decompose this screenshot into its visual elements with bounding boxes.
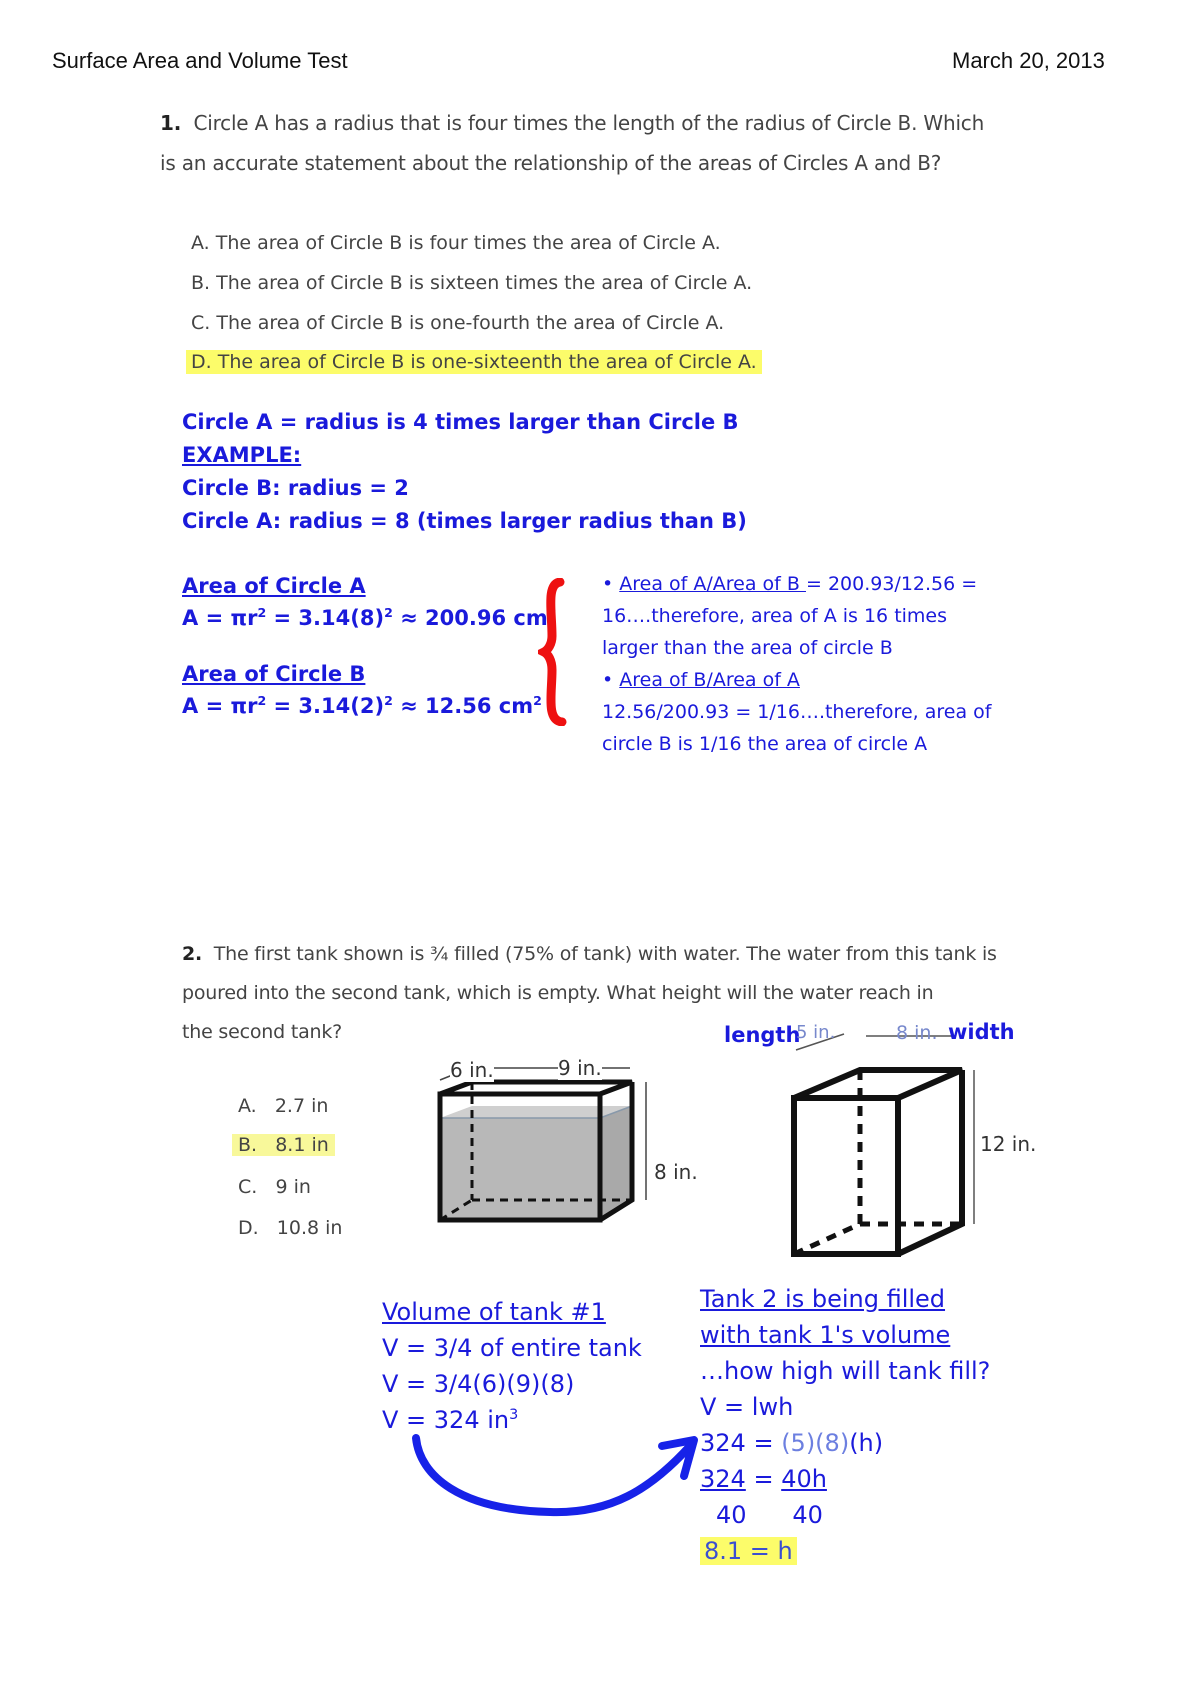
bullet-2-line1: • Area of B/Area of A bbox=[602, 669, 800, 691]
q1-text-line1: Circle A has a radius that is four times the length of the radius of Circle B. Which bbox=[193, 111, 985, 135]
bullet-1-line3: larger than the area of circle B bbox=[602, 637, 893, 659]
area-circle-a-formula: $A = \pi r^2 = 3.14(8)^2 \approx 200.96$ $cm^2$ bbox=[182, 605, 557, 630]
vol1-line3: V = 3/4(6)(9)(8) bbox=[382, 1370, 575, 1398]
q1-note-example: EXAMPLE: bbox=[182, 443, 302, 467]
document-date: March 20, 2013 bbox=[952, 48, 1105, 73]
bullet-dot-icon: • bbox=[602, 669, 614, 691]
tank-2-width-note: width bbox=[948, 1020, 1015, 1044]
q1-option-c: C. The area of Circle B is one-fourth the area of Circle A. bbox=[191, 312, 725, 334]
q2-option-b-highlighted: B. 8.1 in bbox=[232, 1134, 335, 1156]
q2-line1 bbox=[182, 943, 997, 965]
area-circle-a-title: Area of Circle A bbox=[182, 574, 366, 598]
fill-formula: V = lwh bbox=[700, 1393, 794, 1421]
q1-option-d-highlighted: D. The area of Circle B is one-sixteenth the area of Circle A. bbox=[186, 350, 762, 374]
q1-text-line2: is an accurate statement about the relationship of the areas of Circles A and B? bbox=[160, 151, 942, 175]
bullet-2-line3: circle B is 1/16 the area of circle A bbox=[602, 733, 928, 755]
bullet-1-line2: 16….therefore, area of A is 16 times bbox=[602, 605, 948, 627]
red-brace-icon bbox=[538, 578, 582, 726]
blue-curved-arrow-icon bbox=[400, 1420, 710, 1530]
fill-title-line1: Tank 2 is being filled bbox=[700, 1285, 946, 1313]
area-circle-b-formula: $A = \pi r^2 = 3.14(2)^2 \approx 12.56$ $cm^2$ bbox=[182, 693, 542, 718]
tank-1-height-label: 8 in. bbox=[654, 1160, 698, 1184]
tank-2-width-label: 8 in. bbox=[896, 1022, 938, 1044]
tank-1-diagram bbox=[430, 1060, 670, 1260]
vol1-line4: V = 324 $in^3$ bbox=[382, 1406, 519, 1434]
tank-1-width-label: 9 in. bbox=[558, 1056, 602, 1080]
area-circle-b-title: Area of Circle B bbox=[182, 662, 366, 686]
fill-answer-highlighted: 8.1 = h bbox=[700, 1537, 797, 1565]
q1-line1 bbox=[160, 111, 984, 135]
bullet-1-line1: • Area of A/Area of B = 200.93/12.56 = bbox=[602, 573, 978, 595]
fill-division: 324 = 40h bbox=[700, 1465, 827, 1493]
tank-2-height-label: 12 in. bbox=[980, 1132, 1037, 1156]
q1-number: 1. bbox=[160, 111, 182, 135]
q1-note-circle-a: Circle A: radius = 8 (times larger radius than B) bbox=[182, 509, 747, 533]
vol1-title: Volume of tank #1 bbox=[382, 1298, 606, 1326]
bullet-2-line2: 12.56/200.93 = 1/16….therefore, area of bbox=[602, 701, 992, 723]
fill-denominators: 40 40 bbox=[716, 1501, 823, 1529]
q2-option-a: A. 2.7 in bbox=[238, 1095, 329, 1117]
bullet-dot-icon: • bbox=[602, 573, 614, 595]
q2-option-c: C. 9 in bbox=[238, 1176, 311, 1198]
tank-2-length-note: length bbox=[724, 1023, 801, 1047]
document-title: Surface Area and Volume Test bbox=[52, 48, 348, 73]
q2-text-line2: poured into the second tank, which is empty. What height will the water reach in bbox=[182, 982, 934, 1004]
q1-note-circle-b: Circle B: radius = 2 bbox=[182, 476, 409, 500]
q1-option-a: A. The area of Circle B is four times the area of Circle A. bbox=[191, 232, 721, 254]
fill-line3: …how high will tank fill? bbox=[700, 1357, 991, 1385]
vol1-line2: V = 3/4 of entire tank bbox=[382, 1334, 642, 1362]
q2-text-line1: The first tank shown is ¾ filled (75% of tank) with water. The water from this tank is bbox=[213, 943, 997, 965]
q1-note-line1: Circle A = radius is 4 times larger than Circle B bbox=[182, 410, 739, 434]
q2-number: 2. bbox=[182, 943, 203, 965]
fill-substitution: 324 = (5)(8)(h) bbox=[700, 1429, 884, 1457]
q2-option-d: D. 10.8 in bbox=[238, 1217, 343, 1239]
tank-2-depth-label: 5 in. bbox=[796, 1022, 836, 1043]
tank-1-depth-label: 6 in. bbox=[450, 1058, 494, 1082]
q1-option-b: B. The area of Circle B is sixteen times the area of Circle A. bbox=[191, 272, 753, 294]
tank-2-diagram bbox=[780, 1028, 980, 1268]
fill-title-line2: with tank 1's volume bbox=[700, 1321, 951, 1349]
q2-text-line3: the second tank? bbox=[182, 1021, 343, 1043]
